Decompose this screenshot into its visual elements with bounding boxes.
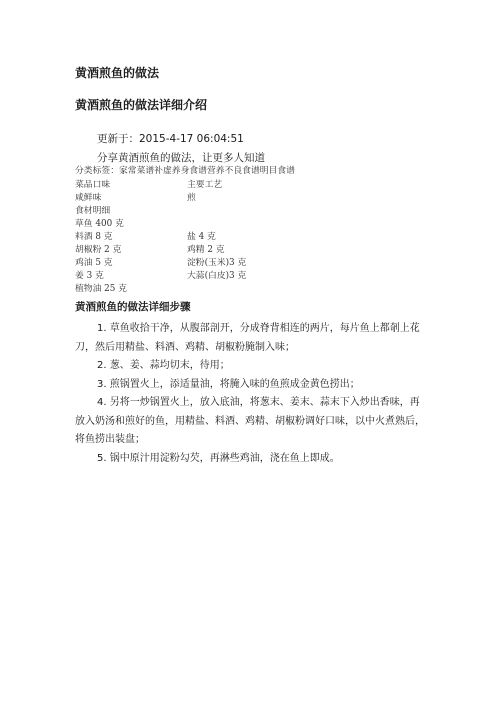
step-item: 2. 葱、姜、蒜均切末，待用； (97, 360, 230, 371)
step-item: 1. 草鱼收拾干净，从腹部剖开，分成脊背相连的两片，每片鱼上都剞上花刀，然后用精盐、料酒、鸡精、胡椒粉腌制入味； (75, 323, 420, 353)
page-subtitle: 黄酒煎鱼的做法详细介绍 (75, 98, 208, 112)
ingredient-item: 鸡精 2 克 (187, 245, 225, 255)
craft-header: 主要工艺 (187, 180, 223, 190)
craft-value: 煎 (187, 193, 196, 203)
flavor-header: 菜品口味 (75, 180, 111, 190)
ingredients-header: 食材明细 (75, 206, 111, 216)
ingredient-item: 植物油 25 克 (75, 284, 127, 294)
ingredient-item: 淀粉(玉米)3 克 (187, 258, 247, 268)
step-item: 5. 锅中原汁用淀粉勾芡，再淋些鸡油，浇在鱼上即成。 (97, 452, 340, 464)
flavor-value: 咸鲜味 (75, 193, 102, 203)
ingredient-item: 胡椒粉 2 克 (75, 245, 122, 255)
updated-time: 更新于：2015-4-17 06:04:51 (97, 133, 244, 145)
ingredient-item: 姜 3 克 (75, 271, 104, 281)
ingredient-item: 料酒 8 克 (75, 232, 113, 242)
steps-list (75, 320, 425, 468)
ingredient-item: 鸡油 5 克 (75, 258, 113, 268)
category-tags: 分类标签：家常菜谱补虚养身食谱营养不良食谱明目食谱 (75, 166, 295, 176)
steps-heading: 黄酒煎鱼的做法详细步骤 (75, 301, 191, 313)
ingredient-item: 盐 4 克 (187, 232, 216, 242)
ingredient-item: 草鱼 400 克 (75, 219, 124, 229)
page-title: 黄酒煎鱼的做法 (75, 66, 160, 80)
ingredient-item: 大蒜(白皮)3 克 (187, 271, 247, 281)
step-item: 4. 另将一炒锅置火上，放入底油，将葱末、姜末、蒜末下入炒出香味，再放入奶汤和煎好的鱼，用精盐、料酒、鸡精、胡椒粉调好口味，以中火煮熟后，将鱼捞出装盘； (75, 397, 425, 445)
step-item: 3. 煎锅置火上，添适量油，将腌入味的鱼煎成金黄色捞出； (97, 378, 360, 390)
share-text: 分享黄酒煎鱼的做法，让更多人知道 (97, 152, 265, 164)
